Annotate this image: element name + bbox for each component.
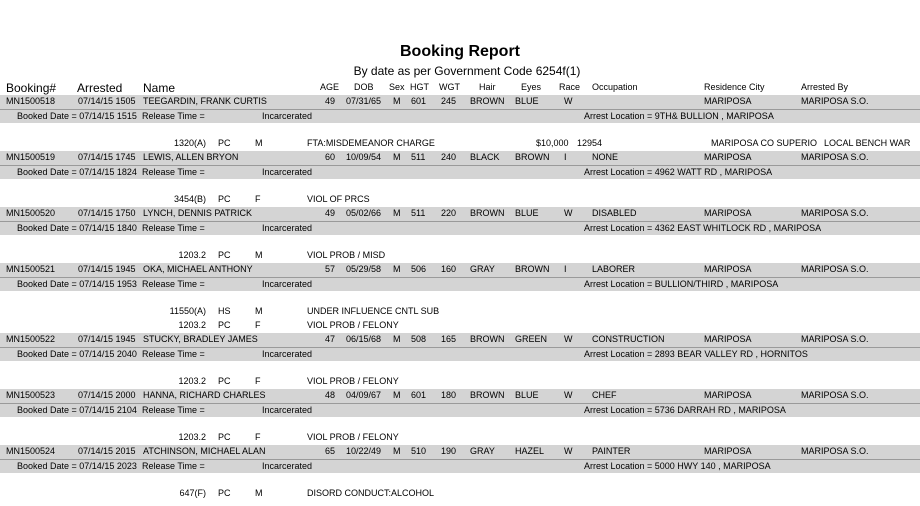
occupation: CONSTRUCTION — [592, 334, 665, 344]
person-name: LEWIS, ALLEN BRYON — [143, 152, 239, 162]
dob: 04/09/67 — [346, 390, 382, 400]
record-divider — [0, 165, 920, 166]
header-dob: DOB — [354, 82, 374, 92]
hair-color: GRAY — [470, 446, 495, 456]
race: W — [564, 390, 573, 400]
height: 508 — [411, 334, 427, 344]
arrested-datetime: 07/14/15 1505 — [78, 96, 136, 106]
header-hair: Hair — [479, 82, 496, 92]
warrant-number: 12954 — [577, 138, 603, 148]
arrested-by: MARIPOSA S.O. — [801, 334, 869, 344]
race: W — [564, 96, 573, 106]
charge-description: DISORD CONDUCT:ALCOHOL — [307, 488, 435, 498]
person-name: HANNA, RICHARD CHARLES — [143, 390, 266, 400]
weight: 220 — [441, 208, 457, 218]
page-subtitle: By date as per Government Code 6254f(1) — [353, 64, 581, 78]
sex: M — [393, 446, 401, 456]
booked-date: Booked Date = 07/14/15 2104 — [17, 405, 137, 415]
charge-level: F — [255, 376, 261, 386]
release-time: Release Time = — [142, 279, 205, 289]
eye-color: BLUE — [515, 390, 539, 400]
release-time: Release Time = — [142, 405, 205, 415]
charge-code: 1203.2 — [178, 320, 206, 330]
release-time: Release Time = — [142, 111, 205, 121]
charge-code: 647(F) — [179, 488, 206, 498]
arrest-location: Arrest Location = 9TH& BULLION , MARIPOSA — [584, 111, 774, 121]
charge-code: 3454(B) — [173, 194, 206, 204]
custody-status: Incarcerated — [262, 279, 313, 289]
arrest-location: Arrest Location = 5736 DARRAH RD , MARIPOSA — [584, 405, 786, 415]
header-age: AGE — [320, 82, 340, 92]
arrested-datetime: 07/14/15 2015 — [78, 446, 136, 456]
header-race: Race — [559, 82, 581, 92]
booked-date: Booked Date = 07/14/15 2040 — [17, 349, 137, 359]
custody-status: Incarcerated — [262, 223, 313, 233]
booked-date: Booked Date = 07/14/15 1953 — [17, 279, 137, 289]
eye-color: BROWN — [515, 264, 550, 274]
age: 65 — [325, 446, 336, 456]
booking-number: MN1500520 — [6, 208, 56, 218]
header-name: Name — [143, 81, 176, 95]
header-arrested-by: Arrested By — [801, 82, 849, 92]
charge-type: PC — [218, 432, 231, 442]
record-divider — [0, 221, 920, 222]
race: I — [564, 264, 567, 274]
charge-type: PC — [218, 194, 231, 204]
person-name: OKA, MICHAEL ANTHONY — [143, 264, 253, 274]
race: W — [564, 446, 573, 456]
eye-color: BLUE — [515, 96, 539, 106]
height: 511 — [411, 208, 426, 218]
height: 510 — [411, 446, 427, 456]
occupation: LABORER — [592, 264, 636, 274]
custody-status: Incarcerated — [262, 167, 313, 177]
arrest-location: Arrest Location = 5000 HWY 140 , MARIPOSA — [584, 461, 771, 471]
height: 601 — [411, 96, 427, 106]
occupation: DISABLED — [592, 208, 637, 218]
charge-code: 1203.2 — [178, 432, 206, 442]
hair-color: BROWN — [470, 390, 505, 400]
eye-color: HAZEL — [515, 446, 545, 456]
eye-color: BLUE — [515, 208, 539, 218]
arrested-datetime: 07/14/15 1750 — [78, 208, 136, 218]
booked-date: Booked Date = 07/14/15 1840 — [17, 223, 137, 233]
custody-status: Incarcerated — [262, 405, 313, 415]
booking-number: MN1500519 — [6, 152, 56, 162]
residence-city: MARIPOSA — [704, 446, 752, 456]
sex: M — [393, 208, 401, 218]
arrested-by: MARIPOSA S.O. — [801, 264, 869, 274]
header-booking: Booking# — [6, 81, 57, 95]
booked-date: Booked Date = 07/14/15 1515 — [17, 111, 137, 121]
booked-date: Booked Date = 07/14/15 1824 — [17, 167, 137, 177]
record-divider — [0, 347, 920, 348]
age: 48 — [325, 390, 336, 400]
residence-city: MARIPOSA — [704, 390, 752, 400]
age: 60 — [325, 152, 336, 162]
arrested-datetime: 07/14/15 1745 — [78, 152, 136, 162]
arrest-location: Arrest Location = 2893 BEAR VALLEY RD , HORNITOS — [584, 349, 808, 359]
weight: 180 — [441, 390, 457, 400]
occupation: NONE — [592, 152, 619, 162]
charge-description: VIOL PROB / FELONY — [307, 432, 399, 442]
height: 601 — [411, 390, 427, 400]
age: 49 — [325, 208, 336, 218]
charge-code: 11550(A) — [169, 306, 206, 316]
release-time: Release Time = — [142, 223, 205, 233]
charge-type: PC — [218, 376, 231, 386]
dob: 10/22/49 — [346, 446, 382, 456]
sex: M — [393, 264, 401, 274]
charge-type: PC — [218, 320, 231, 330]
arrest-location: Arrest Location = BULLION/THIRD , MARIPOSA — [584, 279, 779, 289]
charge-description: VIOL OF PRCS — [307, 194, 370, 204]
weight: 190 — [441, 446, 457, 456]
hair-color: GRAY — [470, 264, 495, 274]
person-name: ATCHINSON, MICHAEL ALAN — [143, 446, 266, 456]
custody-status: Incarcerated — [262, 111, 313, 121]
eye-color: BROWN — [515, 152, 550, 162]
custody-status: Incarcerated — [262, 349, 313, 359]
charge-type: HS — [218, 306, 231, 316]
occupation: CHEF — [592, 390, 617, 400]
arrest-location: Arrest Location = 4362 EAST WHITLOCK RD , MARIPOSA — [584, 223, 822, 233]
eye-color: GREEN — [515, 334, 548, 344]
race: W — [564, 208, 573, 218]
sex: M — [393, 96, 401, 106]
age: 49 — [325, 96, 336, 106]
height: 506 — [411, 264, 427, 274]
charge-level: M — [255, 488, 263, 498]
arrested-by: MARIPOSA S.O. — [801, 390, 869, 400]
booking-number: MN1500523 — [6, 390, 56, 400]
booking-number: MN1500522 — [6, 334, 56, 344]
release-time: Release Time = — [142, 461, 205, 471]
release-time: Release Time = — [142, 349, 205, 359]
charge-code: 1203.2 — [178, 376, 206, 386]
dob: 06/15/68 — [346, 334, 382, 344]
charge-description: VIOL PROB / MISD — [307, 250, 386, 260]
bail-amount: $10,000 — [536, 138, 569, 148]
header-arrested: Arrested — [77, 81, 123, 95]
person-name: LYNCH, DENNIS PATRICK — [143, 208, 253, 218]
booking-number: MN1500518 — [6, 96, 56, 106]
charge-description: UNDER INFLUENCE CNTL SUB — [307, 306, 440, 316]
warrant-agency: LOCAL BENCH WAR — [824, 138, 911, 148]
charge-level: M — [255, 306, 263, 316]
arrested-datetime: 07/14/15 1945 — [78, 264, 136, 274]
residence-city: MARIPOSA — [704, 96, 752, 106]
header-hgt: HGT — [410, 82, 429, 92]
court-name: MARIPOSA CO SUPERIO — [711, 138, 818, 148]
weight: 240 — [441, 152, 457, 162]
hair-color: BROWN — [470, 208, 505, 218]
charge-level: F — [255, 320, 261, 330]
dob: 10/09/54 — [346, 152, 382, 162]
hair-color: BROWN — [470, 334, 505, 344]
hair-color: BLACK — [470, 152, 500, 162]
record-divider — [0, 403, 920, 404]
record-divider — [0, 459, 920, 460]
sex: M — [393, 152, 401, 162]
header-eyes: Eyes — [521, 82, 542, 92]
weight: 245 — [441, 96, 457, 106]
race: W — [564, 334, 573, 344]
booking-number: MN1500521 — [6, 264, 56, 274]
person-name: STUCKY, BRADLEY JAMES — [143, 334, 258, 344]
sex: M — [393, 390, 401, 400]
age: 47 — [325, 334, 336, 344]
residence-city: MARIPOSA — [704, 152, 752, 162]
booking-number: MN1500524 — [6, 446, 56, 456]
occupation: PAINTER — [592, 446, 631, 456]
charge-level: M — [255, 138, 263, 148]
record-divider — [0, 277, 920, 278]
charge-level: M — [255, 250, 263, 260]
weight: 165 — [441, 334, 457, 344]
arrested-by: MARIPOSA S.O. — [801, 152, 869, 162]
header-wgt: WGT — [439, 82, 460, 92]
person-name: TEEGARDIN, FRANK CURTIS — [143, 96, 267, 106]
header-residence-city: Residence City — [704, 82, 765, 92]
arrested-datetime: 07/14/15 2000 — [78, 390, 136, 400]
hair-color: BROWN — [470, 96, 505, 106]
arrested-by: MARIPOSA S.O. — [801, 208, 869, 218]
charge-code: 1203.2 — [178, 250, 206, 260]
charge-description: VIOL PROB / FELONY — [307, 320, 399, 330]
arrested-by: MARIPOSA S.O. — [801, 96, 869, 106]
age: 57 — [325, 264, 336, 274]
charge-level: F — [255, 194, 261, 204]
arrest-location: Arrest Location = 4962 WATT RD , MARIPOSA — [584, 167, 773, 177]
charge-description: FTA:MISDEMEANOR CHARGE — [307, 138, 435, 148]
dob: 05/02/66 — [346, 208, 382, 218]
release-time: Release Time = — [142, 167, 205, 177]
height: 511 — [411, 152, 426, 162]
page-title: Booking Report — [400, 43, 520, 60]
residence-city: MARIPOSA — [704, 208, 752, 218]
booked-date: Booked Date = 07/14/15 2023 — [17, 461, 137, 471]
header-sex: Sex — [389, 82, 405, 92]
race: I — [564, 152, 567, 162]
arrested-datetime: 07/14/15 1945 — [78, 334, 136, 344]
dob: 05/29/58 — [346, 264, 382, 274]
header-occupation: Occupation — [592, 82, 638, 92]
arrested-by: MARIPOSA S.O. — [801, 446, 869, 456]
dob: 07/31/65 — [346, 96, 382, 106]
charge-type: PC — [218, 138, 231, 148]
residence-city: MARIPOSA — [704, 334, 752, 344]
record-divider — [0, 109, 920, 110]
sex: M — [393, 334, 401, 344]
charge-type: PC — [218, 488, 231, 498]
custody-status: Incarcerated — [262, 461, 313, 471]
charge-code: 1320(A) — [173, 138, 206, 148]
weight: 160 — [441, 264, 457, 274]
charge-description: VIOL PROB / FELONY — [307, 376, 399, 386]
charge-level: F — [255, 432, 261, 442]
residence-city: MARIPOSA — [704, 264, 752, 274]
charge-type: PC — [218, 250, 231, 260]
